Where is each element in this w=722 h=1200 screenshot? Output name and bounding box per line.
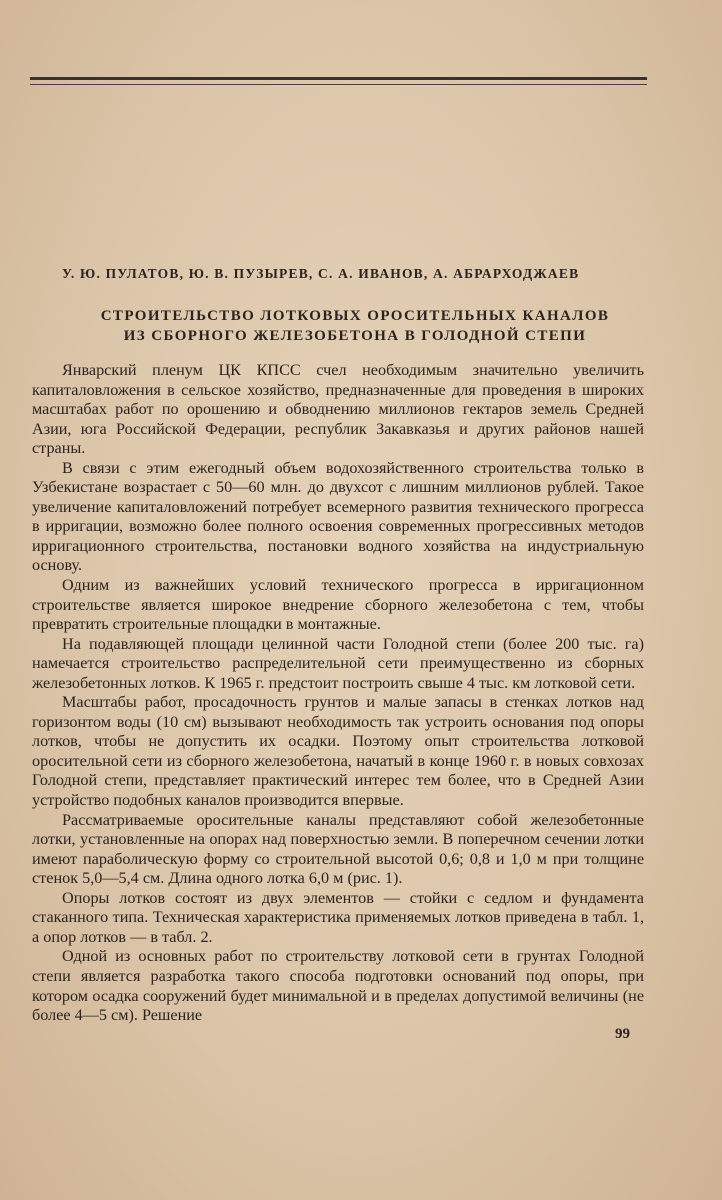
header-rule-thin xyxy=(30,84,647,85)
article-authors: У. Ю. ПУЛАТОВ, Ю. В. ПУЗЫРЕВ, С. А. ИВАНОВ, А. АБРАРХОДЖАЕВ xyxy=(62,266,580,281)
article-title-line: СТРОИТЕЛЬСТВО ЛОТКОВЫХ ОРОСИТЕЛЬНЫХ КАНАЛОВ xyxy=(100,308,610,324)
paragraph: Одним из важнейших условий технического прогресса в ирригационном строительстве является широкое внедрение сборного железобетона с тем, чтобы превратить строительные площадки в монтажные. xyxy=(32,576,644,634)
paragraph: В связи с этим ежегодный объем водохозяйственного строительства только в Узбекистане возрастает с 50—60 млн. до двухсот с лишним миллионов рублей. Такое увеличение капиталовложений потребует всемерного развития технического прогресса в ирригации, возможно более полного освоения современных прогрессивных методов ирригационного строительства, постановки водного хозяйства на индустриальную основу. xyxy=(32,458,644,575)
article-body xyxy=(32,361,644,1026)
paragraph: Январский пленум ЦК КПСС счел необходимым значительно увеличить капиталовложения в сельское хозяйство, предназначенные для проведения в широких масштабах работ по орошению и обводнению миллионов гектаров земель Средней Азии, юга Российской Федерации, республик Закавказья и других районов нашей страны. xyxy=(32,361,644,458)
paragraph: На подавляющей площади целинной части Голодной степи (более 200 тыс. га) намечается строительство распределительной сети преимущественно из сборных железобетонных лотков. К 1965 г. предстоит построить свыше 4 тыс. км лотковой сети. xyxy=(32,634,644,692)
paragraph: Одной из основных работ по строительству лотковой сети в грунтах Голодной степи является разработка такого способа подготовки оснований под опоры, при котором осадка сооружений будет минимальной и в пределах допустимой величины (не более 4—5 см). Решение xyxy=(32,947,644,1025)
header-rule xyxy=(30,77,647,80)
paragraph: Опоры лотков состоят из двух элементов — стойки с седлом и фундамента стаканного типа. Техническая характеристика применяемых лотков приведена в табл. 1, а опор лотков — в табл. 2. xyxy=(32,888,644,946)
article-title-line: ИЗ СБОРНОГО ЖЕЛЕЗОБЕТОНА В ГОЛОДНОЙ СТЕПИ xyxy=(123,328,587,344)
page-number: 99 xyxy=(615,1026,630,1042)
paragraph: Рассматриваемые оросительные каналы представляют собой железобетонные лотки, установленные на опорах над поверхностью земли. В поперечном сечении лотки имеют параболическую форму со строительной высотой 0,6; 0,8 и 1,0 м при толщине стенок 5,0—5,4 см. Длина одного лотка 6,0 м (рис. 1). xyxy=(32,810,644,888)
paragraph: Масштабы работ, просадочность грунтов и малые запасы в стенках лотков над горизонтом воды (10 см) вызывают необходимость так устроить основания под опоры лотков, чтобы не допустить их осадки. Поэтому опыт строительства лотковой оросительной сети из сборного железобетона, начатый в конце 1960 г. в новых совхозах Голодной степи, представляет практический интерес тем более, что в Средней Азии устройство подобных каналов производится впервые. xyxy=(32,693,644,810)
article-title xyxy=(55,306,655,346)
